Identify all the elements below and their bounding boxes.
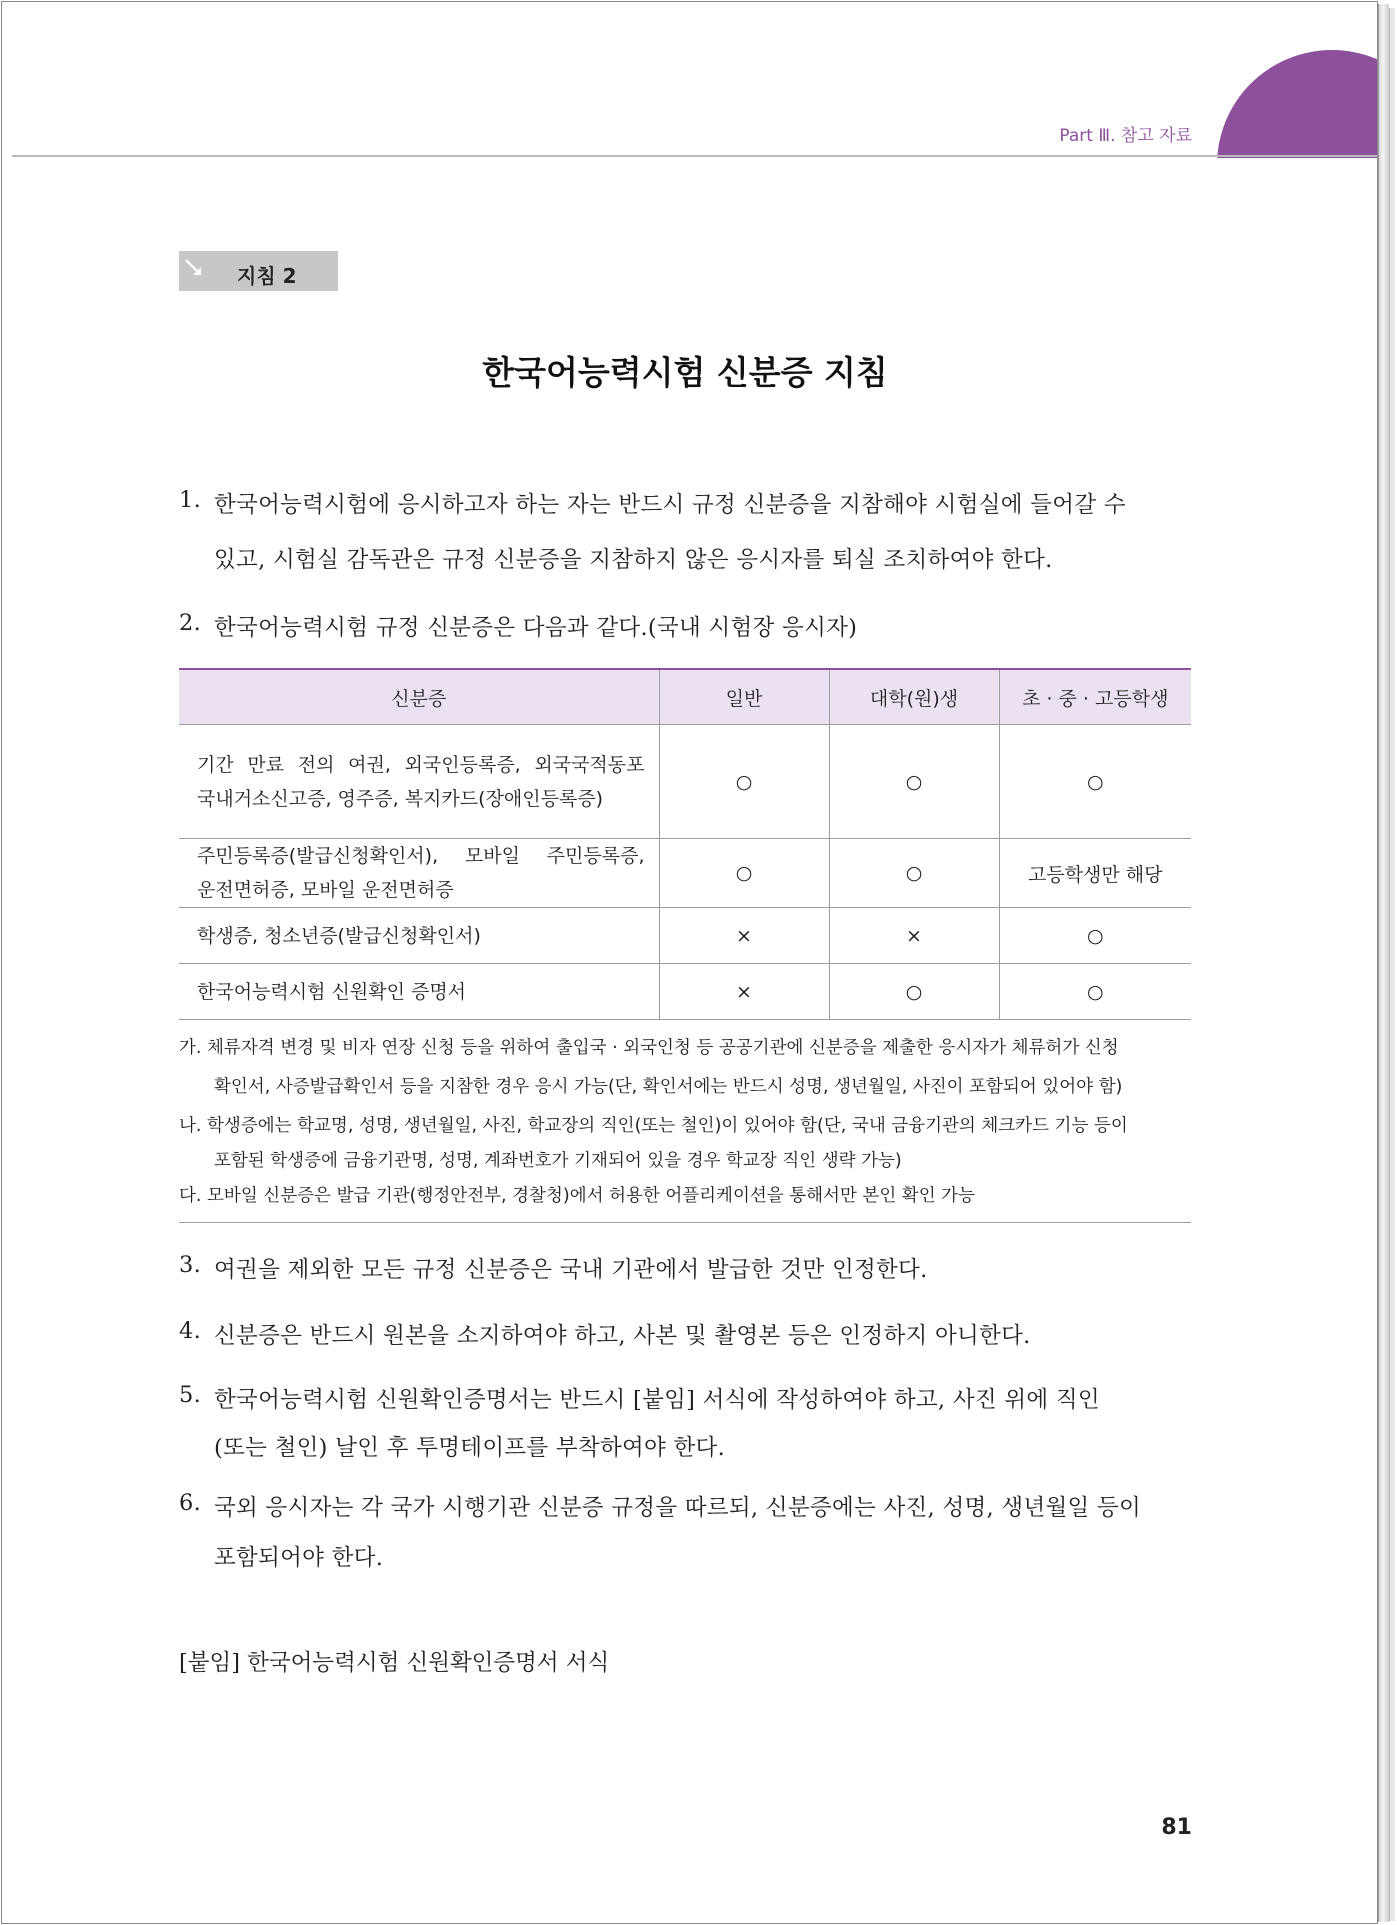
page-number: 81 bbox=[1161, 1815, 1192, 1840]
item-text: 있고, 시험실 감독관은 규정 신분증을 지참하지 않은 응시자를 퇴실 조치하여야 한다. bbox=[214, 547, 1053, 573]
table-row bbox=[179, 964, 1191, 1020]
table-row bbox=[179, 839, 1191, 908]
school-cell: 고등학생만 해당 bbox=[999, 839, 1191, 908]
university-cell: × bbox=[829, 908, 999, 964]
table-header-row bbox=[179, 669, 1191, 725]
item-text: 포함되어야 한다. bbox=[214, 1545, 384, 1571]
note-line: 확인서, 사증발급확인서 등을 지참한 경우 응시 가능(단, 확인서에는 반드시 성명, 생년월일, 사진이 포함되어 있어야 함) bbox=[214, 1077, 1123, 1097]
general-cell: ○ bbox=[659, 839, 829, 908]
item-number: 2. bbox=[179, 610, 202, 636]
guideline-tag-label: 지침 2 bbox=[237, 264, 297, 288]
id-type-cell: 주민등록증(발급신청확인서), 모바일 주민등록증, 운전면허증, 모바일 운전면허증 bbox=[179, 839, 659, 908]
page-edge bbox=[1378, 4, 1389, 1922]
note-line: 다. 모바일 신분증은 발급 기관(행정안전부, 경찰청)에서 허용한 어플리케이션을 통해서만 본인 확인 가능 bbox=[179, 1186, 975, 1206]
note-line: 가. 체류자격 변경 및 비자 연장 신청 등을 위하여 출입국 · 외국인청 등 공공기관에 신분증을 제출한 응시자가 체류허가 신청 bbox=[179, 1038, 1119, 1058]
school-cell: ○ bbox=[999, 964, 1191, 1020]
arrow-corner-icon bbox=[182, 256, 206, 280]
item-number: 4. bbox=[179, 1318, 202, 1344]
id-type-cell: 학생증, 청소년증(발급신청확인서) bbox=[179, 908, 659, 964]
item-text: 여권을 제외한 모든 규정 신분증은 국내 기관에서 발급한 것만 인정한다. bbox=[214, 1257, 928, 1283]
column-header: 초 · 중 · 고등학생 bbox=[999, 669, 1191, 725]
attachment-reference: [붙임] 한국어능력시험 신원확인증명서 서식 bbox=[179, 1650, 610, 1676]
page-title: 한국어능력시험 신분증 지침 bbox=[482, 353, 888, 392]
id-document-table bbox=[179, 668, 1191, 1020]
general-cell: × bbox=[659, 908, 829, 964]
school-cell: ○ bbox=[999, 908, 1191, 964]
school-cell: ○ bbox=[999, 725, 1191, 839]
item-number: 6. bbox=[179, 1490, 202, 1516]
guideline-tag bbox=[179, 251, 338, 291]
part-label: Part Ⅲ. 참고 자료 bbox=[1059, 126, 1192, 146]
column-header: 대학(원)생 bbox=[829, 669, 999, 725]
id-type-cell: 한국어능력시험 신원확인 증명서 bbox=[179, 964, 659, 1020]
item-number: 3. bbox=[179, 1252, 202, 1278]
university-cell: ○ bbox=[829, 839, 999, 908]
document-page bbox=[1, 1, 1378, 1924]
item-text: 한국어능력시험에 응시하고자 하는 자는 반드시 규정 신분증을 지참해야 시험실에 들어갈 수 bbox=[214, 492, 1126, 518]
notes-divider bbox=[179, 1222, 1191, 1223]
item-number: 1. bbox=[179, 487, 202, 513]
general-cell: × bbox=[659, 964, 829, 1020]
header-rule bbox=[12, 155, 1378, 157]
item-text: 한국어능력시험 규정 신분증은 다음과 같다.(국내 시험장 응시자) bbox=[214, 615, 858, 641]
item-text: 한국어능력시험 신원확인증명서는 반드시 [붙임] 서식에 작성하여야 하고, 사진 위에 직인 bbox=[214, 1387, 1100, 1413]
item-text: 신분증은 반드시 원본을 소지하여야 하고, 사본 및 촬영본 등은 인정하지 아니한다. bbox=[214, 1323, 1031, 1349]
note-line: 포함된 학생증에 금융기관명, 성명, 계좌번호가 기재되어 있을 경우 학교장 직인 생략 가능) bbox=[214, 1151, 902, 1171]
item-number: 5. bbox=[179, 1382, 202, 1408]
column-header: 신분증 bbox=[179, 669, 659, 725]
id-type-cell: 기간 만료 전의 여권, 외국인등록증, 외국국적동포 국내거소신고증, 영주증, 복지카드(장애인등록증) bbox=[179, 725, 659, 839]
table-row bbox=[179, 725, 1191, 839]
general-cell: ○ bbox=[659, 725, 829, 839]
item-text: 국외 응시자는 각 국가 시행기관 신분증 규정을 따르되, 신분증에는 사진, 성명, 생년월일 등이 bbox=[214, 1495, 1142, 1521]
column-header: 일반 bbox=[659, 669, 829, 725]
table-row bbox=[179, 908, 1191, 964]
university-cell: ○ bbox=[829, 964, 999, 1020]
note-line: 나. 학생증에는 학교명, 성명, 생년월일, 사진, 학교장의 직인(또는 철인)이 있어야 함(단, 국내 금융기관의 체크카드 기능 등이 bbox=[179, 1116, 1128, 1136]
university-cell: ○ bbox=[829, 725, 999, 839]
item-text: (또는 철인) 날인 후 투명테이프를 부착하여야 한다. bbox=[214, 1435, 726, 1461]
